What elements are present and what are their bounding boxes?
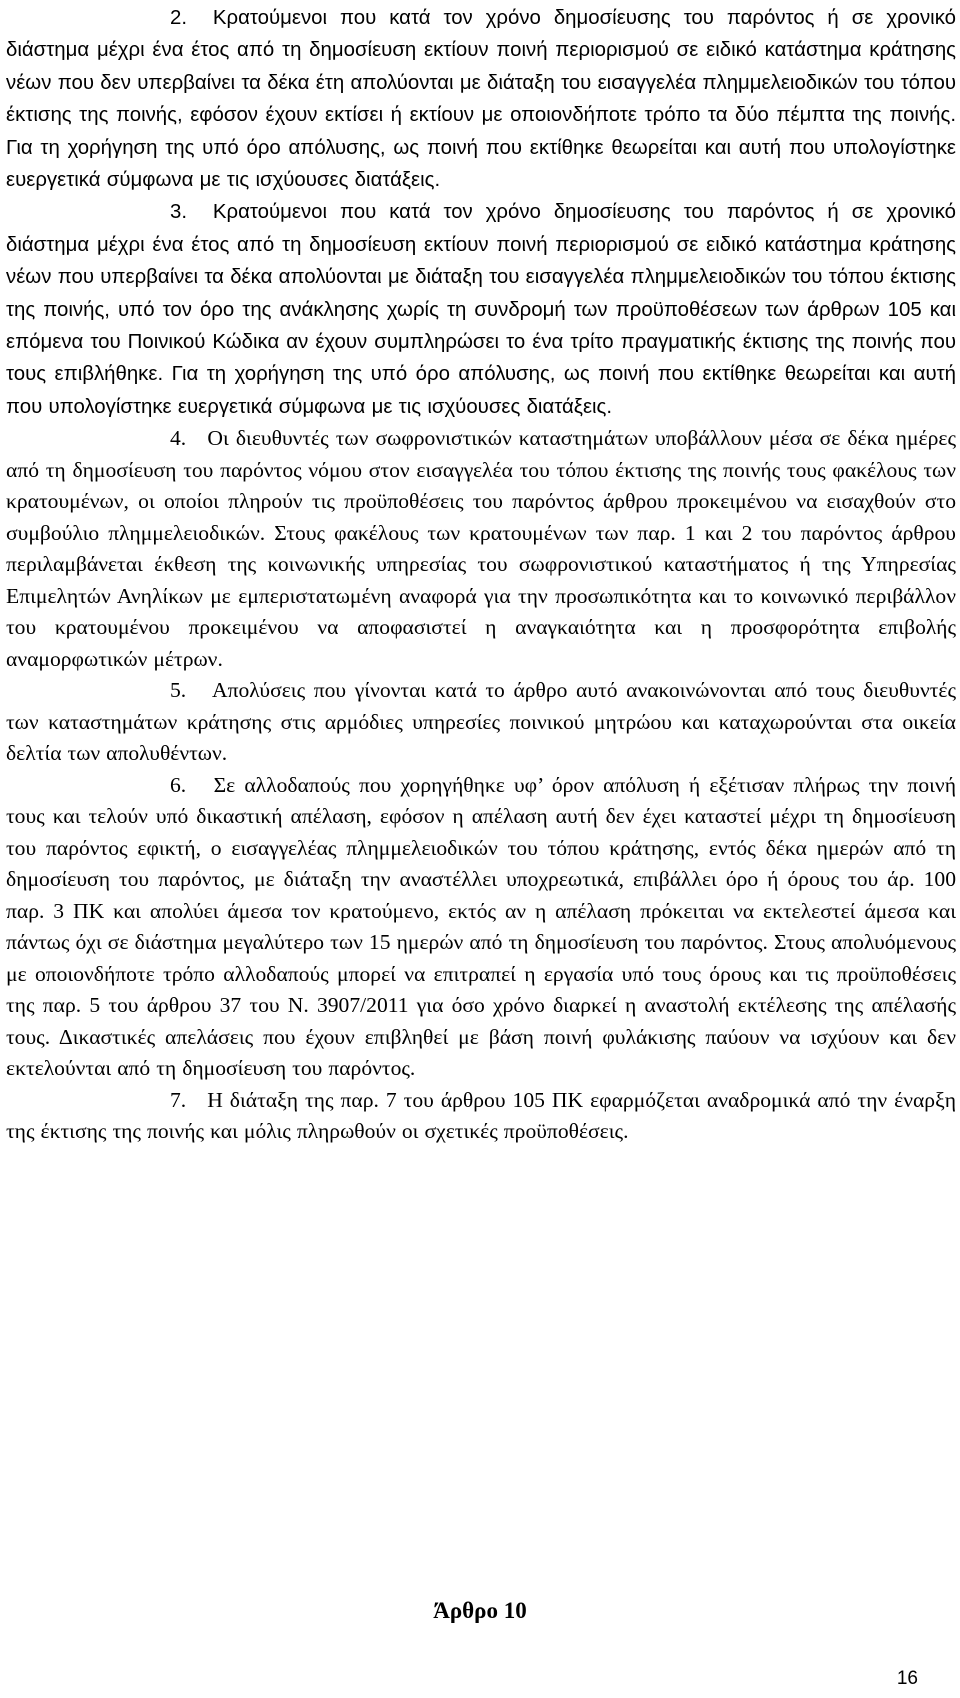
paragraph-5-text: Απολύσεις που γίνονται κατά το άρθρο αυτό ανακοινώνονται από τους διευθυντές των καταστημάτων κράτησης στις αρμόδιες υπηρεσίες ποινικού μητρώου και καταχωρούνται στα οικεία δελτία των απολυθέντων. <box>6 678 956 766</box>
paragraph-3 <box>6 196 956 423</box>
paragraph-6-number: 6. <box>170 772 187 797</box>
page-number: 16 <box>896 1668 918 1689</box>
paragraph-2-number: 2. <box>170 7 188 29</box>
paragraph-3-number: 3. <box>170 201 188 224</box>
paragraph-5 <box>6 675 956 770</box>
paragraph-2 <box>6 2 956 196</box>
article-heading: Άρθρο 10 <box>433 1598 527 1623</box>
paragraph-2-text: Κρατούμενοι που κατά τον χρόνο δημοσίευσης του παρόντος ή σε χρονικό διάστημα μέχρι ένα έτος από τη δημοσίευση εκτίουν ποινή περιορισμού σε ειδικό κατάστημα κράτησης νέων που δεν υπερβαίνει τα δέκα έτη απολύονται με διάταξη του εισαγγελέα πλημμελειοδικών του τόπου έκτισης της ποινής, εφόσον έχουν εκτίσει ή εκτίουν με οποιονδήποτε τρόπο τα δύο πέμπτα της ποινής. Για τη χορήγηση της υπό όρο απόλυσης, ως ποινή που εκτίθηκε θεωρείται και αυτή που υπολογίστηκε ευεργετικά σύμφωνα με τις ισχύουσες διατάξεις. <box>6 7 956 192</box>
paragraph-7-text: Η διάταξη της παρ. 7 του άρθρου 105 ΠΚ εφαρμόζεται αναδρομικά από την έναρξη της έκτισης της ποινής και μόλις πληρωθούν οι σχετικές προϋποθέσεις. <box>6 1087 956 1144</box>
paragraph-3-text: Κρατούμενοι που κατά τον χρόνο δημοσίευσης του παρόντος ή σε χρονικό διάστημα μέχρι ένα έτος από τη δημοσίευση εκτίουν ποινή περιορισμού σε ειδικό κατάστημα κράτησης νέων που υπερβαίνει τα δέκα απολύονται με διάταξη του εισαγγελέα πλημμελειοδικών του τόπου έκτισης της ποινής, υπό τον όρο της ανάκλησης χωρίς τη συνδρομή των προϋποθέσεων των άρθρων 105 και επόμενα του Ποινικού Κώδικα αν έχουν συμπληρώσει το ένα τρίτο πραγματικής έκτισης της ποινής που τους επιβλήθηκε. Για τη χορήγηση της υπό όρο απόλυσης, ως ποινή που εκτίθηκε θεωρείται και αυτή που υπολογίστηκε ευεργετικά σύμφωνα με τις ισχύουσες διατάξεις. <box>6 201 956 418</box>
paragraph-4 <box>6 423 956 675</box>
paragraph-7 <box>6 1085 956 1148</box>
paragraph-6-text: Σε αλλοδαπούς που χορηγήθηκε υφ’ όρον απόλυση ή εξέτισαν πλήρως την ποινή τους και τελούν υπό δικαστική απέλαση, εφόσον η απέλαση αυτή δεν έχει καταστεί μέχρι τη δημοσίευση του παρόντος εφικτή, ο εισαγγελέας πλημμελειοδικών του τόπου κράτησης, εντός δέκα ημερών από τη δημοσίευση του παρόντος, με διάταξη την αναστέλλει υποχρεωτικά, επιβάλλει όρο ή όρους του άρ. 100 παρ. 3 ΠΚ και απολύει άμεσα τον κρατούμενο, εκτός αν η απέλαση πρόκειται να εκτελεστεί άμεσα και πάντως όχι σε διάστημα μεγαλύτερο των 15 ημερών από τη δημοσίευση του παρόντος. Στους απολυόμενους με οποιονδήποτε τρόπο αλλοδαπούς μπορεί να επιτραπεί η εργασία υπό τους όρους και τις προϋποθέσεις της παρ. 5 του άρθρου 37 του Ν. 3907/2011 για όσο χρόνο διαρκεί η αναστολή εκτέλεσης της απέλασής τους. Δικαστικές απελάσεις που έχουν επιβληθεί με βάση ποινή φυλάκισης παύουν να ισχύουν και δεν εκτελούνται από τη δημοσίευση του παρόντος. <box>6 772 956 1081</box>
paragraph-5-number: 5. <box>170 678 187 703</box>
paragraph-4-number: 4. <box>170 426 187 451</box>
document-body <box>6 2 956 1148</box>
paragraph-6 <box>6 770 956 1085</box>
paragraph-4-text: Οι διευθυντές των σωφρονιστικών καταστημάτων υποβάλλουν μέσα σε δέκα ημέρες από τη δημοσίευση του παρόντος νόμου στον εισαγγελέα του τόπου έκτισης της ποινής τους φακέλους των κρατουμένων, οι οποίοι πληρούν τις προϋποθέσεις του παρόντος άρθρου προκειμένου να εισαχθούν στο συμβούλιο πλημμελειοδικών. Στους φακέλους των κρατουμένων των παρ. 1 και 2 του παρόντος άρθρου περιλαμβάνεται έκθεση της κοινωνικής υπηρεσίας του σωφρονιστικού καταστήματος ή της Υπηρεσίας Επιμελητών Ανηλίκων με εμπεριστατωμένη αναφορά για την προσωπικότητα και το κοινωνικό περιβάλλον του κρατουμένου προκειμένου να αποφασιστεί η αναγκαιότητα και η προσφορότητα επιβολής αναμορφωτικών μέτρων. <box>6 426 957 671</box>
paragraph-7-number: 7. <box>170 1087 187 1112</box>
